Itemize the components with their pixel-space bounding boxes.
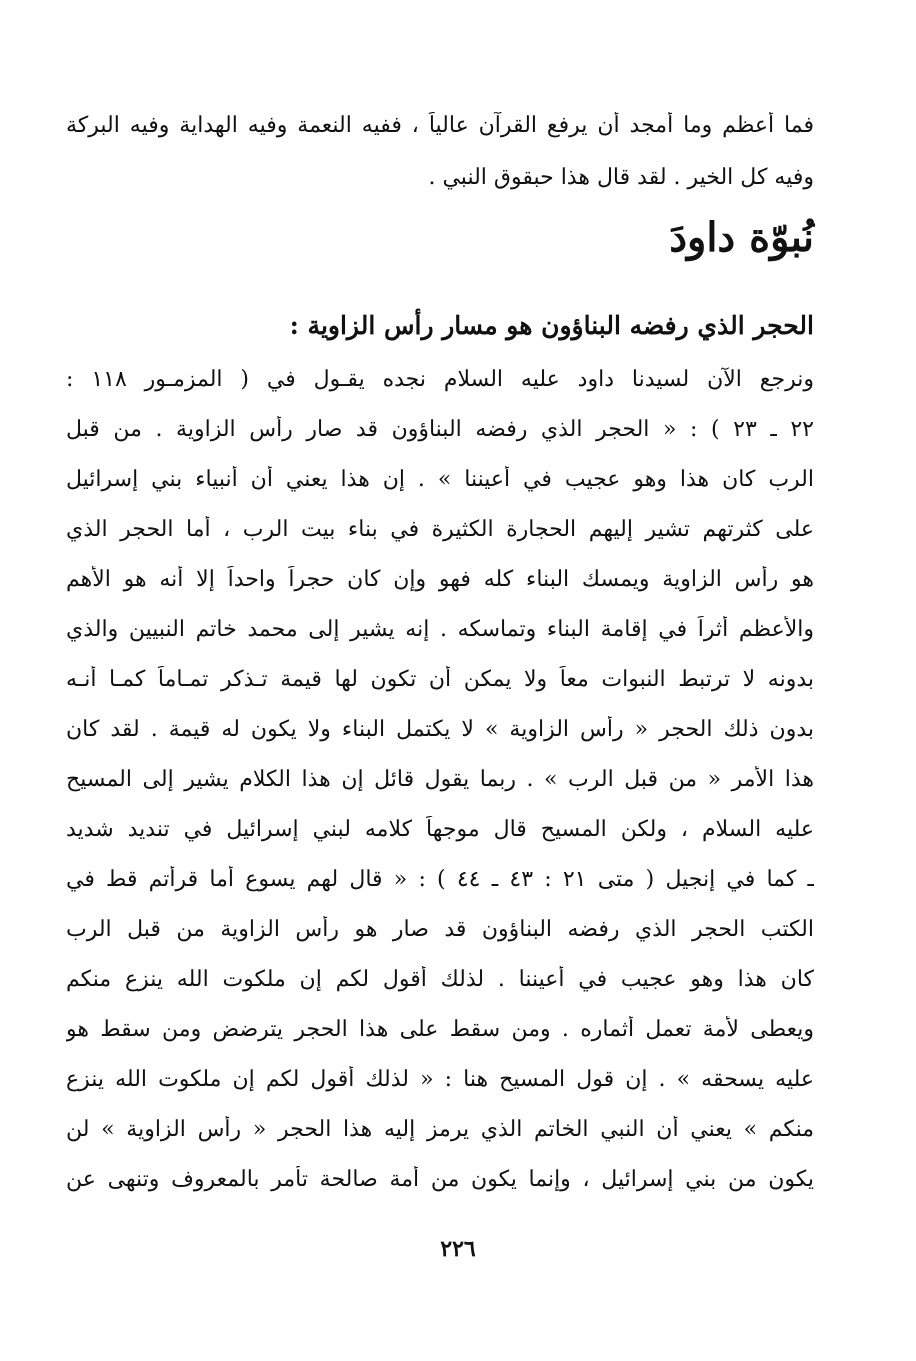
body-line: والأعظم أثراً في إقامة البناء وتماسكه . إنه يشير إلى محمد خاتم النبيين والذي: [66, 617, 814, 642]
body-line: الرب كان هذا وهو عجيب في أعيننا » . إن هذا يعني أن أنبياء بني إسرائيل: [66, 467, 814, 492]
body-line: الكتب الحجر الذي رفضه البناؤون قد صار هو رأس الزاوية من قبل الرب: [66, 917, 814, 942]
body-line: بدونه لا ترتبط النبوات معاً ولا يمكن أن تكون لها قيمة تـذكر تمـاماً كمـا أنـه: [66, 667, 814, 692]
body-line: يكون من بني إسرائيل ، وإنما يكون من أمة صالحة تأمر بالمعروف وتنهى عن: [66, 1167, 814, 1192]
intro-line: وفيه كل الخير . لقد قال هذا حبقوق النبي .: [428, 165, 814, 190]
body-line: ـ كما في إنجيل ( متى ٢١ : ٤٣ ـ ٤٤ ) : « قال لهم يسوع أما قرأتم قط في: [66, 867, 814, 892]
body-line: ونرجع الآن لسيدنا داود عليه السلام نجده يقـول في ( المزمـور ١١٨ :: [66, 367, 814, 392]
body-line: ويعطى لأمة تعمل أثماره . ومن سقط على هذا الحجر يترضض ومن سقط هو: [66, 1017, 814, 1042]
body-line: عليه يسحقه » . إن قول المسيح هنا : « لذلك أقول لكم إن ملكوت الله ينزع: [66, 1067, 814, 1092]
body-line: هو رأس الزاوية ويمسك البناء كله فهو وإن كان حجراً واحداً إلا أنه هو الأهم: [66, 567, 814, 592]
body-line: عليه السلام ، ولكن المسيح قال موجهاً كلامه لبني إسرائيل في تنديد شديد: [66, 817, 814, 842]
intro-line: فما أعظم وما أمجد أن يرفع القرآن عالياً ، ففيه النعمة وفيه الهداية وفيه البركة: [66, 113, 814, 138]
body-line: ٢٢ ـ ٢٣ ) : « الحجر الذي رفضه البناؤون قد صار رأس الزاوية . من قبل: [66, 417, 814, 442]
page-number: ٢٢٦: [440, 1236, 476, 1262]
body-line: كان هذا وهو عجيب في أعيننا . لذلك أقول لكم إن ملكوت الله ينزع منكم: [66, 967, 814, 992]
section-heading: نُبوّة داودَ: [669, 214, 814, 261]
body-line: بدون ذلك الحجر « رأس الزاوية » لا يكتمل البناء ولا يكون له قيمة . لقد كان: [66, 717, 814, 742]
body-line: منكم » يعني أن النبي الخاتم الذي يرمز إليه هذا الحجر « رأس الزاوية » لن: [66, 1117, 814, 1142]
body-line: على كثرتهم تشير إليهم الحجارة الكثيرة في بناء بيت الرب ، أما الحجر الذي: [66, 517, 814, 542]
section-subheading: الحجر الذي رفضه البناؤون هو مسار رأس الزاوية :: [289, 311, 814, 340]
body-line: هذا الأمر « من قبل الرب » . ربما يقول قائل إن هذا الكلام يشير إلى المسيح: [66, 767, 814, 792]
